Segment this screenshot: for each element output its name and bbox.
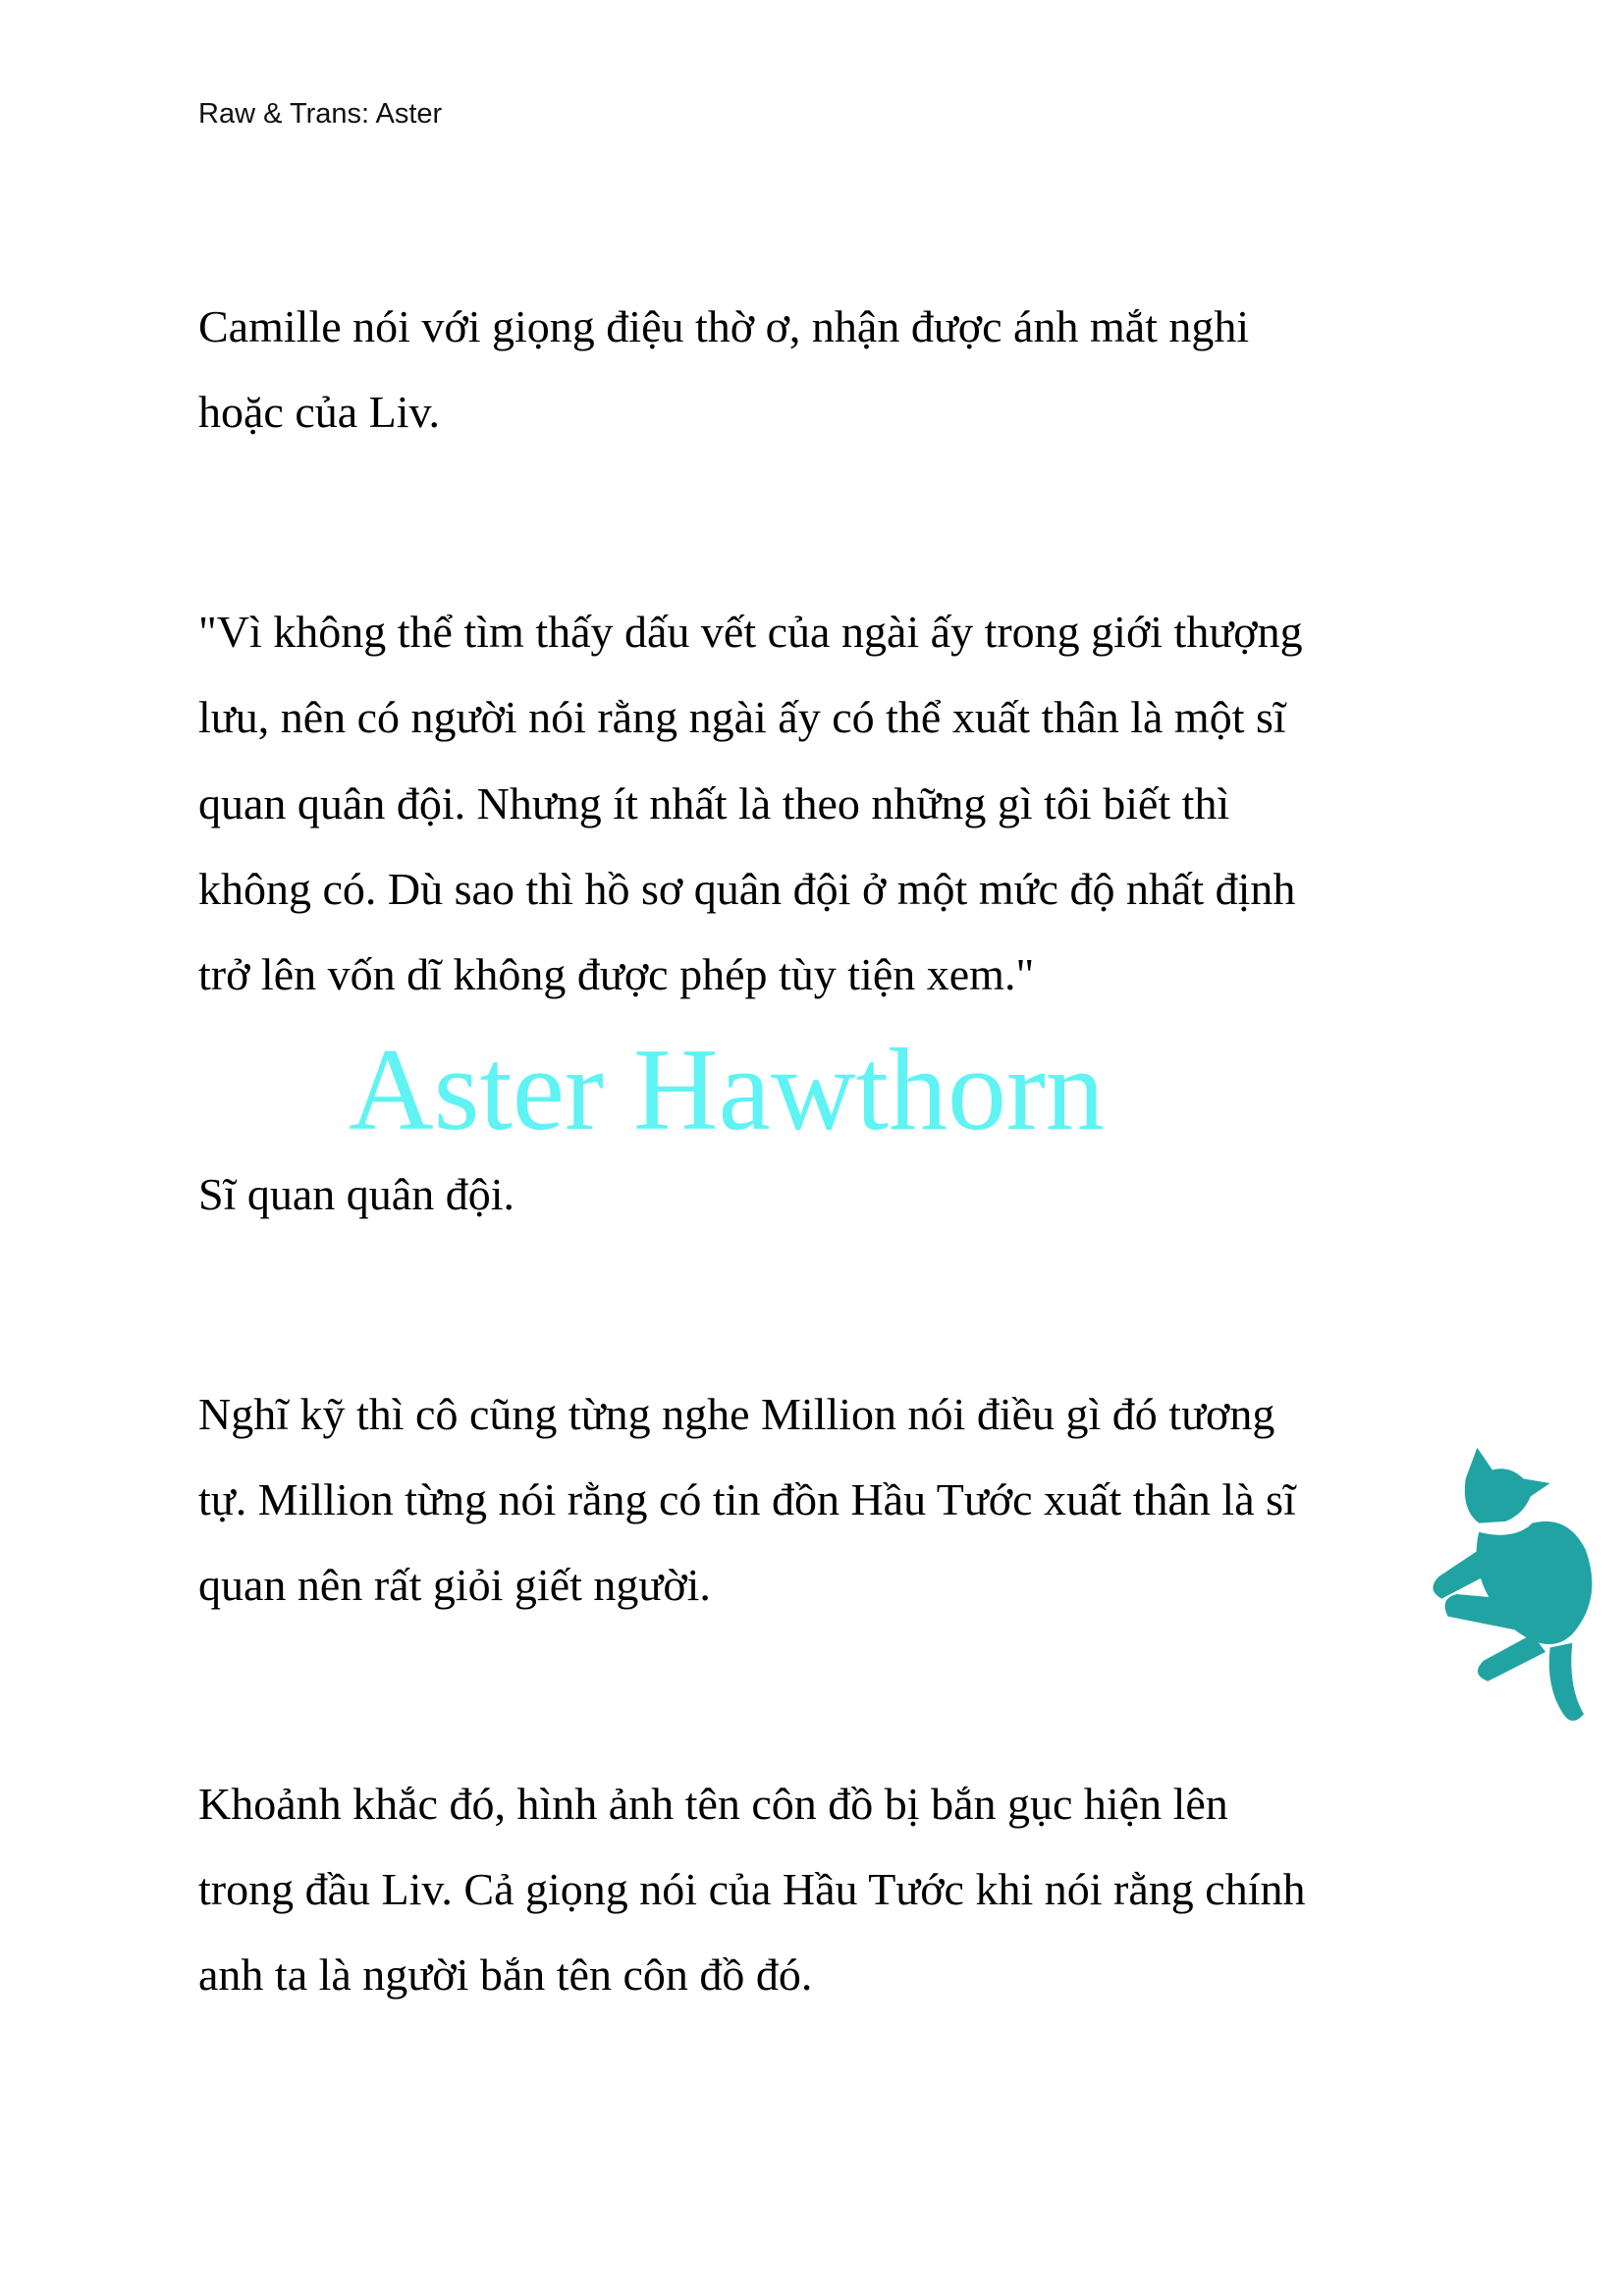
page-header-credit: Raw & Trans: Aster bbox=[198, 98, 443, 130]
text-line: quan nên rất giỏi giết người. bbox=[198, 1560, 711, 1610]
text-line: hoặc của Liv. bbox=[198, 387, 441, 437]
text-line: tự. Million từng nói rằng có tin đồn Hầu Tước xuất thân là sĩ bbox=[198, 1474, 1296, 1524]
text-line: Camille nói với giọng điệu thờ ơ, nhận được ánh mắt nghi bbox=[198, 301, 1250, 351]
text-line: Nghĩ kỹ thì cô cũng từng nghe Million nói điều gì đó tương bbox=[198, 1389, 1275, 1439]
text-line: trở lên vốn dĩ không được phép tùy tiện xem." bbox=[198, 949, 1035, 999]
text-line: quan quân đội. Nhưng ít nhất là theo những gì tôi biết thì bbox=[198, 778, 1230, 828]
text-line: "Vì không thể tìm thấy dấu vết của ngài ấy trong giới thượng bbox=[198, 607, 1303, 657]
text-line: anh ta là người bắn tên côn đồ đó. bbox=[198, 1949, 813, 2000]
text-line: Khoảnh khắc đó, hình ảnh tên côn đồ bị bắn gục hiện lên bbox=[198, 1779, 1228, 1829]
text-line: không có. Dù sao thì hồ sơ quân đội ở một mức độ nhất định bbox=[198, 864, 1296, 914]
text-line: lưu, nên có người nói rằng ngài ấy có thể xuất thân là một sĩ bbox=[198, 692, 1286, 742]
text-line: Sĩ quan quân đội. bbox=[198, 1169, 514, 1219]
watermark-text: Aster Hawthorn bbox=[349, 1024, 1105, 1154]
cat-watermark-icon bbox=[1426, 1443, 1612, 1728]
text-line: trong đầu Liv. Cả giọng nói của Hầu Tước khi nói rằng chính bbox=[198, 1864, 1306, 1914]
